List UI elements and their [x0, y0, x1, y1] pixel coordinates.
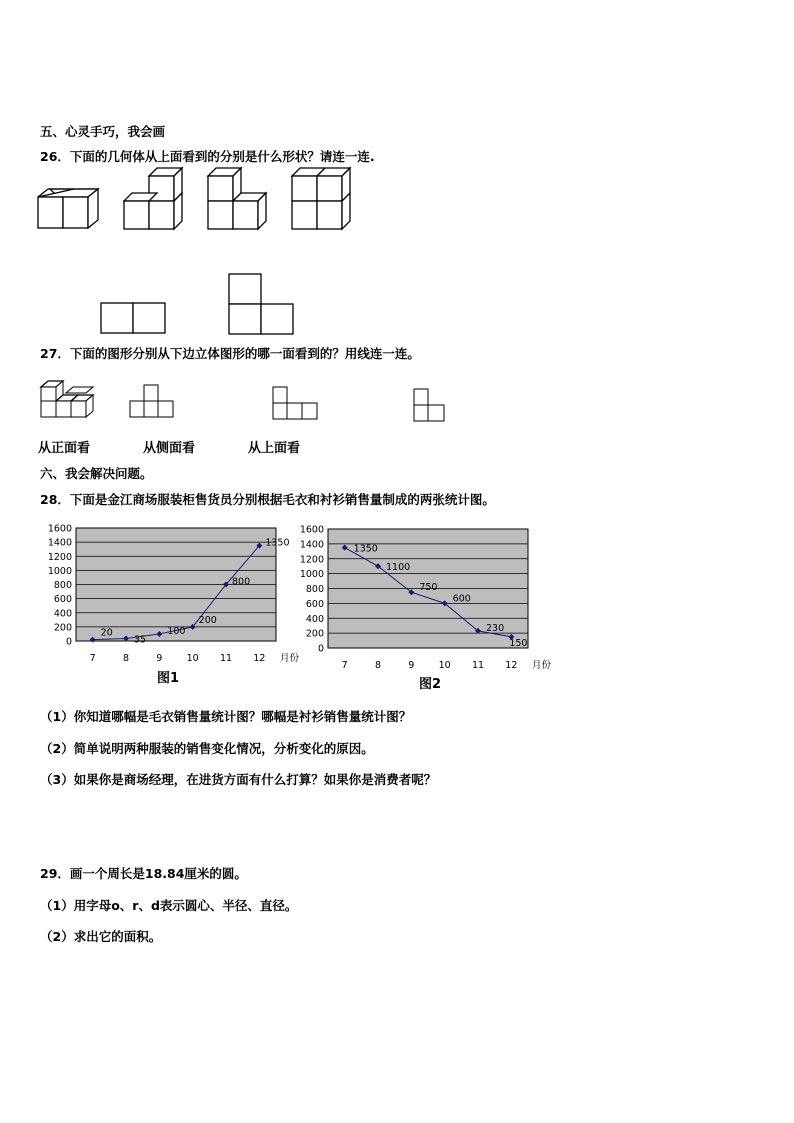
- chart-2: [292, 520, 557, 670]
- y-tick-label: 400: [53, 608, 72, 620]
- data-label: 200: [198, 614, 217, 626]
- q27-solid: [38, 378, 102, 422]
- data-label: 20: [100, 627, 113, 639]
- q28-sub1: （1）你知道哪幅是毛衣销售量统计图？哪幅是衬衫销售量统计图？: [40, 709, 412, 724]
- x-axis-label: 月份: [532, 660, 552, 671]
- data-label: 750: [419, 582, 438, 594]
- y-tick-label: 800: [305, 584, 324, 595]
- q29-text: 29．画一个周长是18.84厘米的圆。: [40, 866, 247, 881]
- q27-text: 27．下面的图形分别从下边立体图形的哪一面看到的？用线连一连。: [40, 346, 420, 361]
- y-tick-label: 800: [53, 580, 72, 591]
- x-tick-label: 7: [89, 653, 96, 664]
- q26-solid-1: [36, 185, 106, 235]
- q27-label-front: 从正面看: [38, 441, 91, 456]
- y-tick-label: 1400: [299, 539, 324, 551]
- data-label: 1100: [386, 562, 411, 574]
- y-tick-label: 600: [305, 598, 324, 610]
- q27-view-1: [129, 384, 177, 420]
- q26-text: 26．下面的几何体从上面看到的分别是什么形状？请连一连.: [40, 149, 375, 164]
- y-tick-label: 1600: [299, 524, 324, 536]
- x-tick-label: 11: [219, 653, 233, 664]
- section6-title: 六、我会解决问题。: [40, 466, 153, 481]
- section5-title: 五、心灵手巧，我会画: [40, 124, 166, 139]
- x-axis-label: 月份: [280, 653, 300, 664]
- x-tick-label: 9: [408, 660, 415, 671]
- y-tick-label: 1000: [47, 565, 72, 577]
- y-tick-label: 1400: [47, 537, 72, 549]
- data-label: 600: [452, 593, 471, 605]
- x-tick-label: 8: [374, 660, 382, 671]
- x-tick-label: 9: [156, 653, 163, 664]
- q26-solid-2: [122, 168, 187, 233]
- x-tick-label: 7: [341, 660, 348, 671]
- data-label: 150: [509, 637, 528, 649]
- data-label: 100: [167, 625, 186, 637]
- q28-text: 28．下面是金江商场服装柜售货员分别根据毛衣和衬衫销售量制成的两张统计图。: [40, 492, 495, 507]
- q28-sub2: （2）简单说明两种服装的销售变化情况，分析变化的原因。: [40, 741, 374, 756]
- y-tick-label: 0: [317, 643, 324, 655]
- q29-sub1: （1）用字母o、r、d表示圆心、半径、直径。: [40, 898, 298, 913]
- y-tick-label: 1600: [47, 523, 72, 535]
- y-tick-label: 200: [305, 628, 324, 640]
- x-tick-label: 12: [253, 653, 266, 664]
- fig2-caption: 图2: [419, 677, 442, 692]
- data-label: 230: [486, 622, 505, 634]
- data-label: 35: [134, 634, 147, 646]
- data-label: 1350: [353, 543, 378, 555]
- x-tick-label: 11: [471, 660, 485, 671]
- y-tick-label: 0: [65, 636, 72, 648]
- q26-top-view-1: [100, 302, 166, 336]
- x-tick-label: 10: [186, 653, 199, 664]
- q27-label-side: 从侧面看: [143, 441, 196, 456]
- q26-solid-4: [290, 168, 355, 233]
- x-tick-label: 8: [122, 653, 130, 664]
- q27-label-top: 从上面看: [248, 441, 301, 456]
- q26-solid-3: [206, 168, 271, 233]
- data-label: 1350: [265, 537, 290, 549]
- q28-sub3: （3）如果你是商场经理，在进货方面有什么打算？如果你是消费者呢？: [40, 772, 437, 787]
- y-tick-label: 1000: [299, 569, 324, 581]
- q27-view-3: [413, 388, 449, 424]
- y-tick-label: 1200: [299, 554, 324, 566]
- chart-1: [40, 518, 305, 668]
- x-tick-label: 10: [438, 660, 451, 671]
- q29-sub2: （2）求出它的面积。: [40, 929, 162, 944]
- fig1-caption: 图1: [157, 671, 180, 686]
- y-tick-label: 1200: [47, 551, 72, 563]
- data-label: 800: [232, 576, 251, 588]
- y-tick-label: 600: [53, 594, 72, 606]
- y-tick-label: 200: [53, 622, 72, 634]
- q27-view-2: [272, 386, 322, 422]
- x-tick-label: 12: [505, 660, 518, 671]
- q26-top-view-2: [228, 273, 294, 336]
- y-tick-label: 400: [305, 613, 324, 625]
